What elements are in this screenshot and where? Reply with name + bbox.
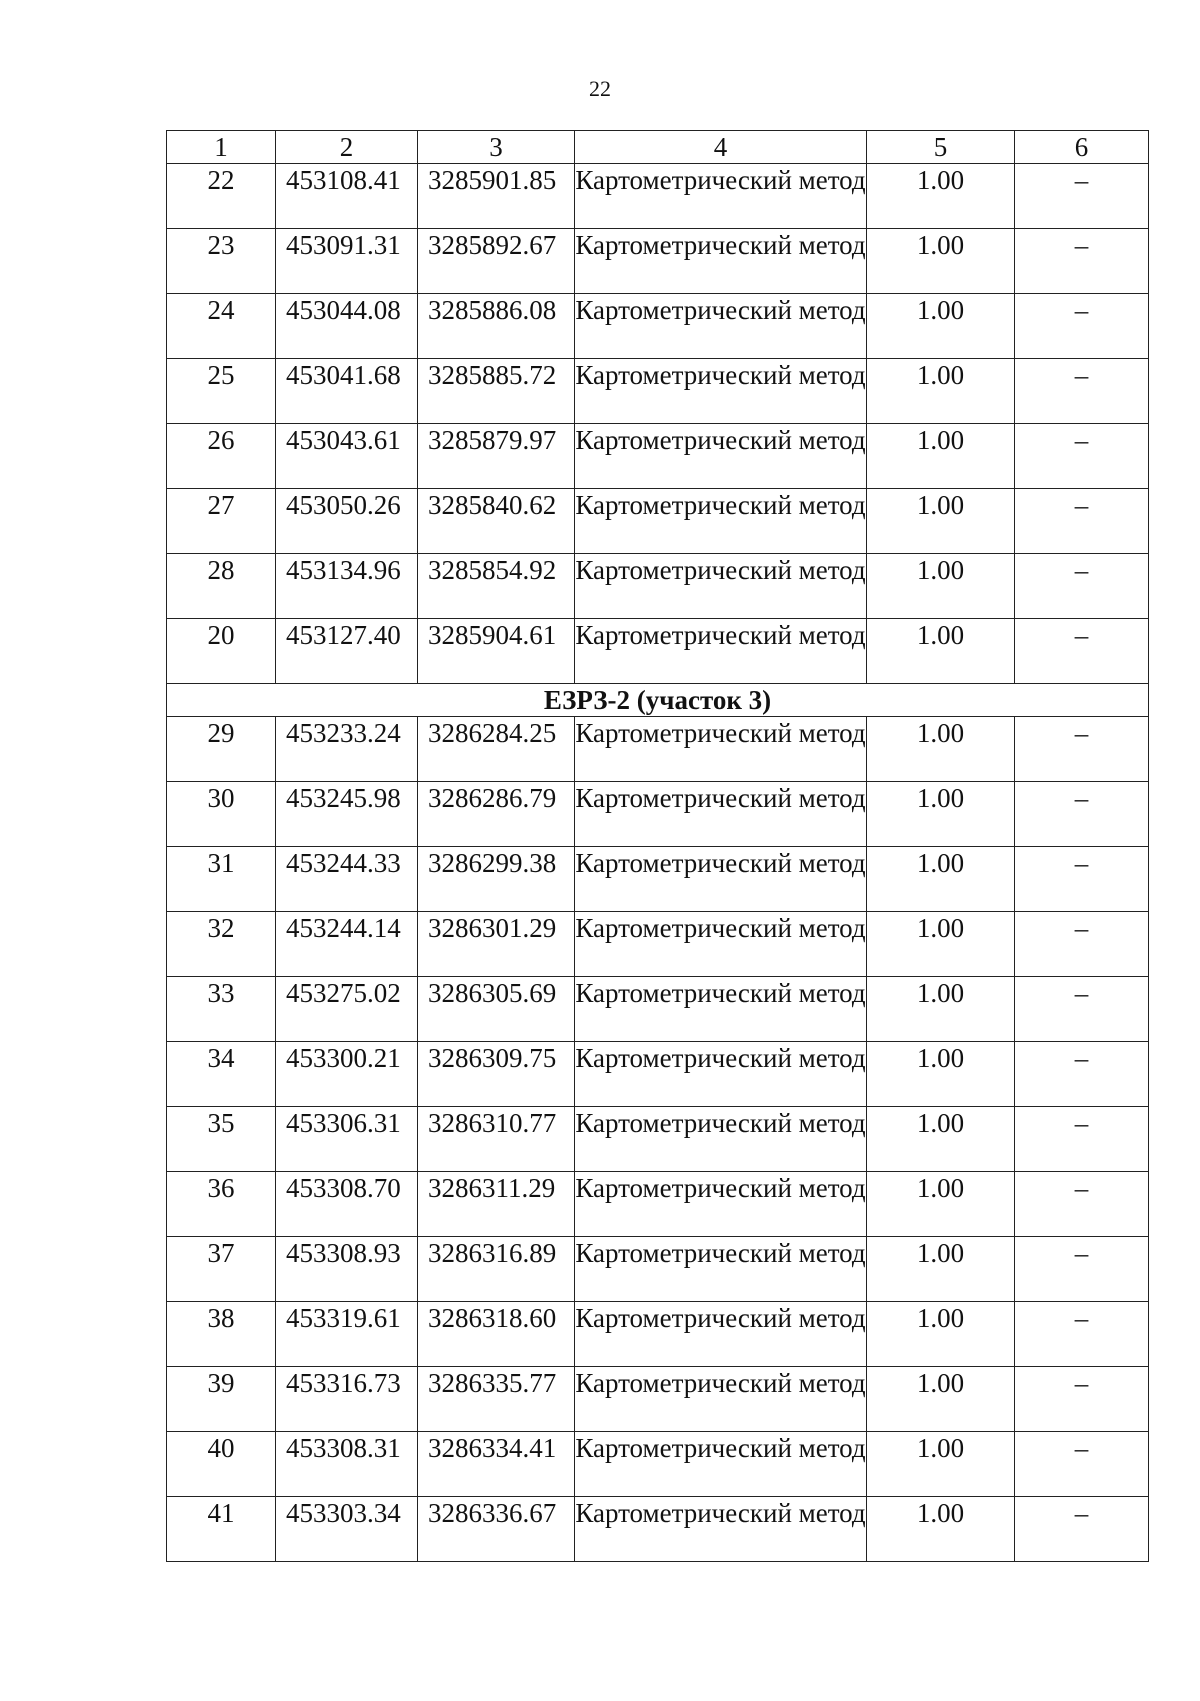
note-cell: – (1015, 424, 1149, 489)
accuracy-cell: 1.00 (867, 1042, 1015, 1107)
note-cell: – (1015, 717, 1149, 782)
y-coordinate-cell: 3285901.85 (418, 164, 575, 229)
note-cell: – (1015, 1497, 1149, 1562)
header-cell: 1 (167, 131, 276, 164)
point-number-cell: 26 (167, 424, 276, 489)
note-cell: – (1015, 229, 1149, 294)
x-coordinate-cell: 453300.21 (276, 1042, 418, 1107)
note-cell: – (1015, 782, 1149, 847)
y-coordinate-cell: 3286299.38 (418, 847, 575, 912)
accuracy-cell: 1.00 (867, 359, 1015, 424)
accuracy-cell: 1.00 (867, 1497, 1015, 1562)
x-coordinate-cell: 453091.31 (276, 229, 418, 294)
method-cell: Картометрический метод (575, 294, 867, 359)
x-coordinate-cell: 453043.61 (276, 424, 418, 489)
section-title: ЕЗРЗ-2 (участок 3) (167, 684, 1149, 717)
point-number-cell: 20 (167, 619, 276, 684)
y-coordinate-cell: 3285885.72 (418, 359, 575, 424)
point-number-cell: 22 (167, 164, 276, 229)
x-coordinate-cell: 453041.68 (276, 359, 418, 424)
coordinates-table (166, 130, 1149, 1562)
point-number-cell: 33 (167, 977, 276, 1042)
method-cell: Картометрический метод (575, 1042, 867, 1107)
header-cell: 2 (276, 131, 418, 164)
y-coordinate-cell: 3286301.29 (418, 912, 575, 977)
y-coordinate-cell: 3286334.41 (418, 1432, 575, 1497)
x-coordinate-cell: 453244.33 (276, 847, 418, 912)
point-number-cell: 32 (167, 912, 276, 977)
note-cell: – (1015, 1367, 1149, 1432)
method-cell: Картометрический метод (575, 229, 867, 294)
x-coordinate-cell: 453308.70 (276, 1172, 418, 1237)
point-number-cell: 35 (167, 1107, 276, 1172)
table-row (167, 717, 1149, 782)
point-number-cell: 34 (167, 1042, 276, 1107)
table-row (167, 359, 1149, 424)
y-coordinate-cell: 3285854.92 (418, 554, 575, 619)
x-coordinate-cell: 453316.73 (276, 1367, 418, 1432)
x-coordinate-cell: 453245.98 (276, 782, 418, 847)
accuracy-cell: 1.00 (867, 1432, 1015, 1497)
note-cell: – (1015, 164, 1149, 229)
method-cell: Картометрический метод (575, 424, 867, 489)
accuracy-cell: 1.00 (867, 554, 1015, 619)
y-coordinate-cell: 3286310.77 (418, 1107, 575, 1172)
point-number-cell: 36 (167, 1172, 276, 1237)
note-cell: – (1015, 489, 1149, 554)
method-cell: Картометрический метод (575, 1497, 867, 1562)
accuracy-cell: 1.00 (867, 1107, 1015, 1172)
y-coordinate-cell: 3285904.61 (418, 619, 575, 684)
table-row (167, 1237, 1149, 1302)
note-cell: – (1015, 912, 1149, 977)
x-coordinate-cell: 453233.24 (276, 717, 418, 782)
table-row (167, 1367, 1149, 1432)
y-coordinate-cell: 3286336.67 (418, 1497, 575, 1562)
accuracy-cell: 1.00 (867, 782, 1015, 847)
table-row (167, 1042, 1149, 1107)
table-row (167, 1302, 1149, 1367)
table-row (167, 424, 1149, 489)
point-number-cell: 30 (167, 782, 276, 847)
table-row (167, 164, 1149, 229)
accuracy-cell: 1.00 (867, 229, 1015, 294)
method-cell: Картометрический метод (575, 1237, 867, 1302)
note-cell: – (1015, 619, 1149, 684)
x-coordinate-cell: 453244.14 (276, 912, 418, 977)
point-number-cell: 37 (167, 1237, 276, 1302)
page-number: 22 (589, 76, 611, 101)
point-number-cell: 23 (167, 229, 276, 294)
accuracy-cell: 1.00 (867, 977, 1015, 1042)
accuracy-cell: 1.00 (867, 717, 1015, 782)
x-coordinate-cell: 453134.96 (276, 554, 418, 619)
accuracy-cell: 1.00 (867, 424, 1015, 489)
point-number-cell: 31 (167, 847, 276, 912)
note-cell: – (1015, 554, 1149, 619)
method-cell: Картометрический метод (575, 164, 867, 229)
accuracy-cell: 1.00 (867, 1302, 1015, 1367)
table-row (167, 1497, 1149, 1562)
y-coordinate-cell: 3286311.29 (418, 1172, 575, 1237)
table-row (167, 619, 1149, 684)
table-row (167, 1172, 1149, 1237)
method-cell: Картометрический метод (575, 717, 867, 782)
table-row (167, 847, 1149, 912)
table-row (167, 1107, 1149, 1172)
point-number-cell: 28 (167, 554, 276, 619)
y-coordinate-cell: 3285892.67 (418, 229, 575, 294)
method-cell: Картометрический метод (575, 489, 867, 554)
y-coordinate-cell: 3285840.62 (418, 489, 575, 554)
accuracy-cell: 1.00 (867, 847, 1015, 912)
header-cell: 5 (867, 131, 1015, 164)
point-number-cell: 38 (167, 1302, 276, 1367)
table-row (167, 782, 1149, 847)
x-coordinate-cell: 453306.31 (276, 1107, 418, 1172)
table-row (167, 977, 1149, 1042)
method-cell: Картометрический метод (575, 1172, 867, 1237)
point-number-cell: 39 (167, 1367, 276, 1432)
note-cell: – (1015, 847, 1149, 912)
x-coordinate-cell: 453308.93 (276, 1237, 418, 1302)
y-coordinate-cell: 3285886.08 (418, 294, 575, 359)
y-coordinate-cell: 3286286.79 (418, 782, 575, 847)
note-cell: – (1015, 1237, 1149, 1302)
header-cell: 6 (1015, 131, 1149, 164)
table-row (167, 554, 1149, 619)
y-coordinate-cell: 3286316.89 (418, 1237, 575, 1302)
point-number-cell: 27 (167, 489, 276, 554)
header-cell: 3 (418, 131, 575, 164)
accuracy-cell: 1.00 (867, 489, 1015, 554)
note-cell: – (1015, 1302, 1149, 1367)
y-coordinate-cell: 3285879.97 (418, 424, 575, 489)
note-cell: – (1015, 1432, 1149, 1497)
method-cell: Картометрический метод (575, 977, 867, 1042)
x-coordinate-cell: 453044.08 (276, 294, 418, 359)
point-number-cell: 41 (167, 1497, 276, 1562)
header-cell: 4 (575, 131, 867, 164)
table-row (167, 912, 1149, 977)
accuracy-cell: 1.00 (867, 912, 1015, 977)
point-number-cell: 25 (167, 359, 276, 424)
section-header-row (167, 684, 1149, 717)
method-cell: Картометрический метод (575, 359, 867, 424)
table-row (167, 489, 1149, 554)
accuracy-cell: 1.00 (867, 164, 1015, 229)
note-cell: – (1015, 359, 1149, 424)
x-coordinate-cell: 453308.31 (276, 1432, 418, 1497)
method-cell: Картометрический метод (575, 912, 867, 977)
x-coordinate-cell: 453127.40 (276, 619, 418, 684)
point-number-cell: 40 (167, 1432, 276, 1497)
accuracy-cell: 1.00 (867, 294, 1015, 359)
accuracy-cell: 1.00 (867, 1172, 1015, 1237)
method-cell: Картометрический метод (575, 1367, 867, 1432)
table-row (167, 294, 1149, 359)
x-coordinate-cell: 453319.61 (276, 1302, 418, 1367)
method-cell: Картометрический метод (575, 1107, 867, 1172)
x-coordinate-cell: 453050.26 (276, 489, 418, 554)
accuracy-cell: 1.00 (867, 619, 1015, 684)
method-cell: Картометрический метод (575, 619, 867, 684)
table-header-row (167, 131, 1149, 164)
table-row (167, 1432, 1149, 1497)
method-cell: Картометрический метод (575, 847, 867, 912)
method-cell: Картометрический метод (575, 1302, 867, 1367)
accuracy-cell: 1.00 (867, 1237, 1015, 1302)
x-coordinate-cell: 453275.02 (276, 977, 418, 1042)
note-cell: – (1015, 1042, 1149, 1107)
note-cell: – (1015, 977, 1149, 1042)
point-number-cell: 24 (167, 294, 276, 359)
accuracy-cell: 1.00 (867, 1367, 1015, 1432)
y-coordinate-cell: 3286318.60 (418, 1302, 575, 1367)
method-cell: Картометрический метод (575, 782, 867, 847)
y-coordinate-cell: 3286284.25 (418, 717, 575, 782)
y-coordinate-cell: 3286309.75 (418, 1042, 575, 1107)
note-cell: – (1015, 1172, 1149, 1237)
x-coordinate-cell: 453108.41 (276, 164, 418, 229)
point-number-cell: 29 (167, 717, 276, 782)
x-coordinate-cell: 453303.34 (276, 1497, 418, 1562)
note-cell: – (1015, 294, 1149, 359)
y-coordinate-cell: 3286305.69 (418, 977, 575, 1042)
method-cell: Картометрический метод (575, 1432, 867, 1497)
y-coordinate-cell: 3286335.77 (418, 1367, 575, 1432)
method-cell: Картометрический метод (575, 554, 867, 619)
note-cell: – (1015, 1107, 1149, 1172)
table-row (167, 229, 1149, 294)
